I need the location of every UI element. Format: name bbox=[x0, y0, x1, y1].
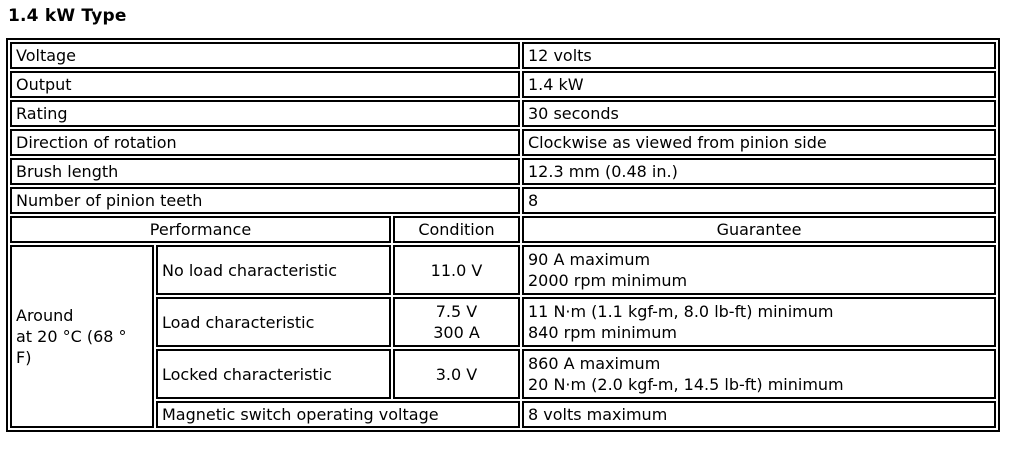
table-row bbox=[10, 42, 996, 69]
temperature-line: F) bbox=[16, 348, 32, 367]
table-row bbox=[10, 245, 996, 295]
table-row bbox=[10, 100, 996, 127]
table-row bbox=[10, 349, 996, 399]
table-row bbox=[10, 297, 996, 347]
page-title: 1.4 kW Type bbox=[8, 6, 127, 26]
row-value: 12.3 mm (0.48 in.) bbox=[522, 158, 996, 185]
temperature-cell bbox=[10, 245, 154, 428]
performance-guarantee bbox=[522, 245, 996, 295]
row-value: Clockwise as viewed from pinion side bbox=[522, 129, 996, 156]
header-condition: Condition bbox=[393, 216, 520, 243]
performance-condition bbox=[393, 245, 520, 295]
row-label: Direction of rotation bbox=[10, 129, 520, 156]
row-value: 8 bbox=[522, 187, 996, 214]
row-label: Rating bbox=[10, 100, 520, 127]
performance-condition bbox=[393, 349, 520, 399]
condition-line: 11.0 V bbox=[430, 260, 483, 280]
performance-guarantee bbox=[522, 349, 996, 399]
condition-line: 7.5 V bbox=[435, 302, 478, 321]
row-value: 30 seconds bbox=[522, 100, 996, 127]
magnetic-switch-value: 8 volts maximum bbox=[522, 401, 996, 428]
performance-guarantee bbox=[522, 297, 996, 347]
row-value: 12 volts bbox=[522, 42, 996, 69]
table-row bbox=[10, 187, 996, 214]
header-performance: Performance bbox=[10, 216, 391, 243]
row-label: Number of pinion teeth bbox=[10, 187, 520, 214]
guarantee-line: 11 N·m (1.1 kgf-m, 8.0 lb-ft) minimum bbox=[528, 302, 834, 321]
row-label: Brush length bbox=[10, 158, 520, 185]
guarantee-line: 90 A maximum bbox=[528, 250, 651, 269]
guarantee-line: 860 A maximum bbox=[528, 354, 661, 373]
performance-name: No load characteristic bbox=[156, 245, 391, 295]
temperature-line: Around bbox=[16, 306, 74, 325]
guarantee-line: 20 N·m (2.0 kgf-m, 14.5 lb-ft) minimum bbox=[528, 375, 844, 394]
guarantee-line: 840 rpm minimum bbox=[528, 323, 677, 342]
row-label: Output bbox=[10, 71, 520, 98]
condition-line: 3.0 V bbox=[435, 364, 478, 384]
table-row bbox=[10, 71, 996, 98]
temperature-line: at 20 °C (68 ° bbox=[16, 327, 127, 346]
table-row bbox=[10, 401, 996, 428]
magnetic-switch-label: Magnetic switch operating voltage bbox=[156, 401, 520, 428]
performance-name: Load characteristic bbox=[156, 297, 391, 347]
table-row bbox=[10, 129, 996, 156]
spec-table bbox=[6, 38, 1000, 432]
performance-condition bbox=[393, 297, 520, 347]
condition-line: 300 A bbox=[433, 323, 480, 342]
header-row bbox=[10, 216, 996, 243]
row-value: 1.4 kW bbox=[522, 71, 996, 98]
row-label: Voltage bbox=[10, 42, 520, 69]
performance-name: Locked characteristic bbox=[156, 349, 391, 399]
header-guarantee: Guarantee bbox=[522, 216, 996, 243]
guarantee-line: 2000 rpm minimum bbox=[528, 271, 688, 290]
table-row bbox=[10, 158, 996, 185]
